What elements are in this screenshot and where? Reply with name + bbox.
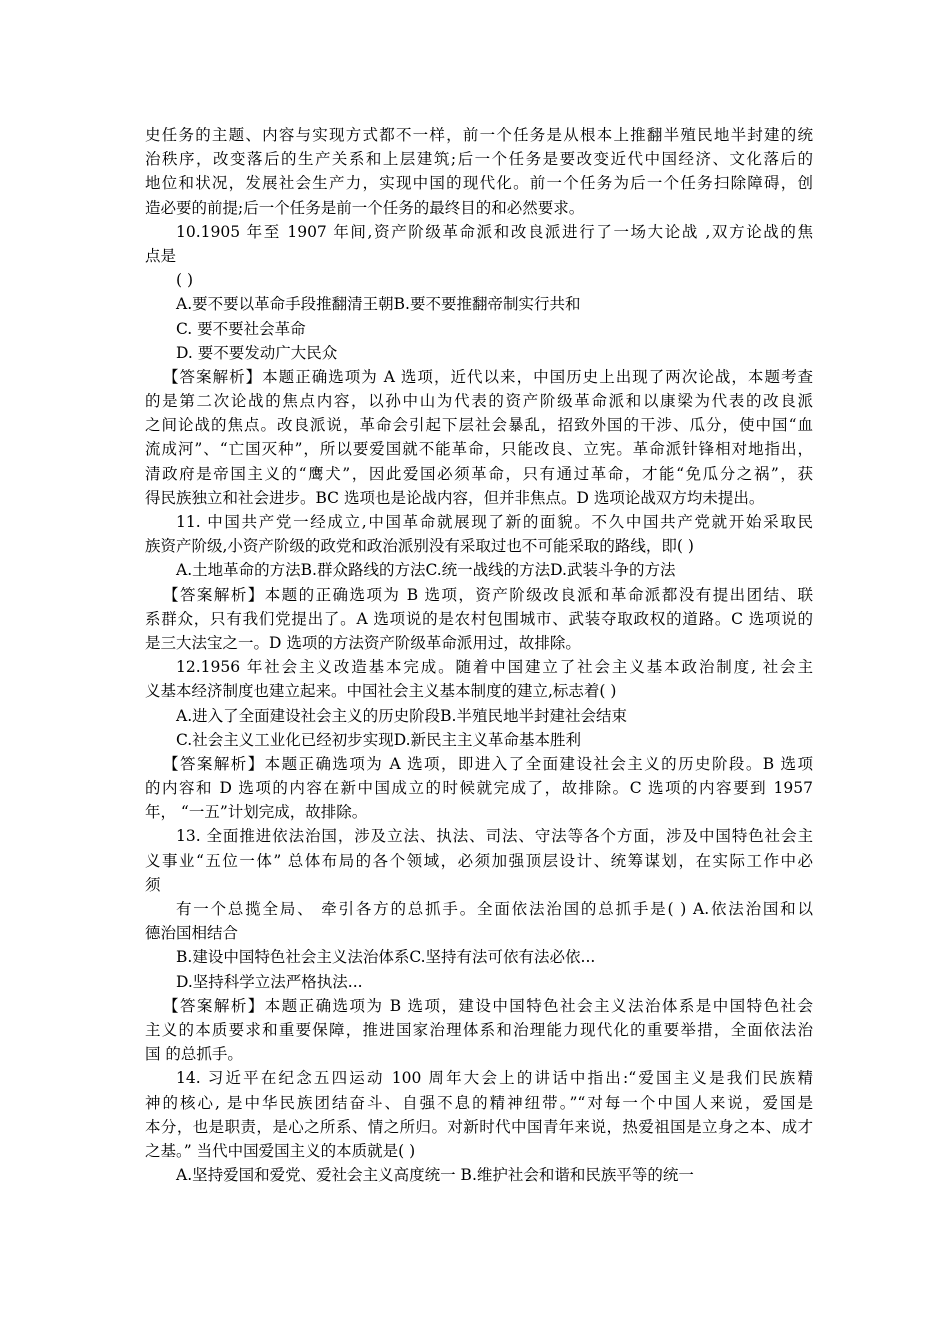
text-line: 史任务的主题、内容与实现方式都不一样，前一个任务是从根本上推翻半殖民地半封建的统: [145, 126, 813, 144]
text-line: 【答案解析】本题正确选项为 A 选项，即进入了全面建设社会主义的历史阶段。B 选项: [163, 754, 813, 773]
text-line: 义事业“五位一体” 总体布局的各个领域，必须加强顶层设计、统筹谋划，在实际工作中必: [145, 851, 813, 870]
text-line: 义基本经济制度也建立起来。中国社会主义基本制度的建立,标志着( ): [145, 682, 617, 701]
text-line: 的内容和 D 选项的内容在新中国成立的时候就完成了，故排除。C 选项的内容要到 1957: [145, 779, 813, 798]
text-line: 地位和状况，发展社会生产力，实现中国的现代化。前一个任务为后一个任务扫除障碍，创: [145, 174, 813, 193]
text-line: 造必要的前提;后一个任务是前一个任务的最终目的和必然要求。: [145, 198, 585, 217]
text-line: 是三大法宝之一。D 选项的方法资产阶级革命派用过，故排除。: [145, 633, 581, 652]
text-line: 年， “一五”计划完成，故排除。: [145, 803, 368, 822]
text-line: 得民族独立和社会进步。BC 选项也是论战内容，但并非焦点。D 选项论战双方均未提出。: [145, 488, 765, 507]
text-line: C. 要不要社会革命: [176, 319, 306, 338]
text-line: A.土地革命的方法B.群众路线的方法C.统一战线的方法D.武装斗争的方法: [176, 561, 676, 580]
text-line: 族资产阶级,小资产阶级的政党和政治派别没有采取过也不可能采取的路线，即( ): [145, 537, 694, 556]
text-line: 【答案解析】本题正确选项为 A 选项，近代以来，中国历史上出现了两次论战，本题考查: [163, 367, 813, 386]
text-line: 本分，也是职责，是心之所系、情之所归。对新时代中国青年来说，热爱祖国是立身之本、成才: [145, 1117, 813, 1136]
text-line: 须: [145, 875, 161, 894]
text-line: 之间论战的焦点。改良派说，革命会引起下层社会暴乱，招致外国的干涉、瓜分，使中国“血: [145, 416, 813, 435]
text-line: 治秩序，改变落后的生产关系和上层建筑;后一个任务是要改变近代中国经济、文化落后的: [145, 150, 813, 169]
text-line: 14. 习近平在纪念五四运动 100 周年大会上的讲话中指出:“爱国主义是我们民族精: [176, 1069, 813, 1088]
text-line: C.社会主义工业化已经初步实现D.新民主主义革命基本胜利: [176, 730, 582, 749]
text-line: 11. 中国共产党一经成立,中国革命就展现了新的面貌。不久中国共产党就开始采取民: [176, 513, 813, 531]
text-line: 有一个总揽全局、 牵引各方的总抓手。全面依法治国的总抓手是( ) A.依法治国和以: [176, 900, 813, 918]
text-line: 神的核心, 是中华民族团结奋斗、自强不息的精神纽带。”“对每一个中国人来说，爱国是: [145, 1093, 813, 1112]
text-line: A.要不要以革命手段推翻清王朝B.要不要推翻帝制实行共和: [176, 295, 581, 314]
text-line: 【答案解析】本题正确选项为 B 选项，建设中国特色社会主义法治体系是中国特色社会: [163, 996, 813, 1015]
text-line: 12.1956 年社会主义改造基本完成。随着中国建立了社会主义基本政治制度, 社会主: [176, 658, 813, 677]
text-line: 之基。” 当代中国爱国主义的本质就是( ): [145, 1141, 416, 1160]
document-body: [145, 123, 813, 1187]
text-line: 德治国相结合: [145, 924, 239, 943]
text-line: 13. 全面推进依法治国，涉及立法、执法、司法、守法等各个方面，涉及中国特色社会主: [176, 827, 813, 846]
text-line: 系群众，只有我们党提出了。A 选项说的是农村包围城市、武装夺取政权的道路。C 选项说的: [145, 609, 813, 628]
text-line: D. 要不要发动广大民众: [176, 343, 338, 362]
text-line: D.坚持科学立法严格执法...: [176, 972, 363, 991]
text-line: 主义的本质要求和重要保障，推进国家治理体系和治理能力现代化的重要举措，全面依法治: [145, 1020, 813, 1039]
text-line: ( ): [176, 271, 194, 290]
text-line: 清政府是帝国主义的“鹰犬”，因此爱国必须革命，只有通过革命，才能“免瓜分之祸”，获: [145, 464, 813, 483]
text-line: 流成河”、“亡国灭种”，所以要爱国就不能革命，只能改良、立宪。革命派针锋相对地指出，: [145, 440, 813, 459]
text-line: 的是第二次论战的焦点内容，以孙中山为代表的资产阶级革命派和以康梁为代表的改良派: [145, 392, 813, 411]
text-line: 国 的总抓手。: [145, 1045, 243, 1064]
text-line: B.建设中国特色社会主义法治体系C.坚持有法可依有法必依...: [176, 948, 596, 967]
text-line: 【答案解析】本题的正确选项为 B 选项，资产阶级改良派和革命派都没有提出团结、联: [163, 585, 813, 604]
text-line: 点是: [145, 246, 177, 265]
text-line: 10.1905 年至 1907 年间,资产阶级革命派和改良派进行了一场大论战 ,双方论战的焦: [176, 222, 813, 241]
text-line: A.进入了全面建设社会主义的历史阶段B.半殖民地半封建社会结束: [176, 706, 627, 725]
text-line: A.坚持爱国和爱党、爱社会主义高度统一 B.维护社会和谐和民族平等的统一: [176, 1166, 694, 1185]
